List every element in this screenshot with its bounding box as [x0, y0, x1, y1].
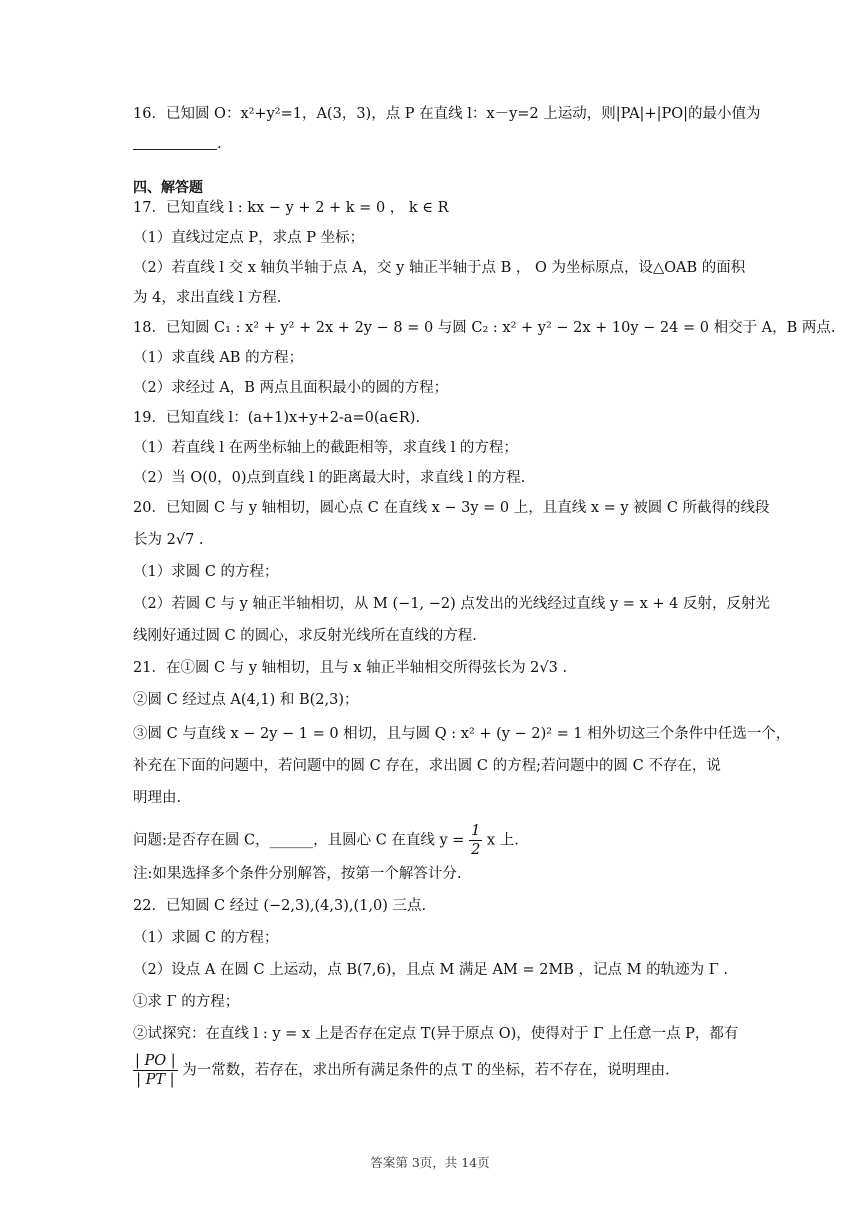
q21-line-4: 补充在下面的问题中，若问题中的圆 C 存在，求出圆 C 的方程;若问题中的圆 C 不存在，说 — [133, 758, 721, 774]
q20-line-2: 长为 2√7 . — [133, 532, 204, 548]
q21-line-5: 明理由. — [133, 790, 182, 806]
q20-line-1: 20．已知圆 C 与 y 轴相切，圆心点 C 在直线 x − 3y = 0 上，且直线 x = y 被圆 C 所截得的线段 — [133, 500, 770, 516]
q21-line-3: ③圆 C 与直线 x − 2y − 1 = 0 相切，且与圆 Q : x² + (y − 2)² = 1 相外切这三个条件中任选一个， — [133, 726, 791, 742]
q21-line-6 — [133, 822, 727, 859]
q21-line-1: 21．在①圆 C 与 y 轴相切，且与 x 轴正半轴相交所得弦长为 2√3 . — [133, 660, 568, 676]
q22-line-6 — [133, 1052, 727, 1089]
q16-period: . — [217, 136, 222, 152]
q18-line-2: （1）求直线 AB 的方程； — [133, 350, 304, 366]
q17-line-3: （2）若直线 l 交 x 轴负半轴于点 A，交 y 轴正半轴于点 B ， O 为坐标原点，设△OAB 的面积 — [133, 260, 746, 276]
q18-line-3: （2）求经过 A，B 两点且面积最小的圆的方程； — [133, 380, 449, 396]
q22-line-2: （1）求圆 C 的方程； — [133, 930, 279, 946]
q21-line-2: ②圆 C 经过点 A(4,1) 和 B(2,3)； — [133, 692, 359, 708]
fraction-numerator: 1 — [471, 823, 481, 839]
q19-line-1: 19．已知直线 l：(a+1)x+y+2-a=0(a∈R). — [133, 410, 421, 426]
q17-line-1: 17．已知直线 l : kx − y + 2 + k = 0 ， k ∈ R — [133, 200, 449, 216]
q20-line-5: 线刚好通过圆 C 的圆心，求反射光线所在直线的方程. — [133, 628, 477, 644]
q22-line-6-text: 为一常数，若存在，求出所有满足条件的点 T 的坐标，若不存在，说明理由. — [182, 1062, 670, 1079]
q18-line-1: 18．已知圆 C₁ : x² + y² + 2x + 2y − 8 = 0 与圆 C₂ : x² + y² − 2x + 10y − 24 = 0 相交于 A，B 两点. — [133, 320, 836, 336]
section-title: 四、解答题 — [133, 180, 203, 196]
q22-line-5: ②试探究：在直线 l : y = x 上是否存在定点 T(异于原点 O)，使得对于 Γ 上任意一点 P，都有 — [133, 1026, 739, 1042]
answer-blank — [133, 135, 217, 150]
q19-line-3: （2）当 O(0，0)点到直线 l 的距离最大时，求直线 l 的方程. — [133, 470, 526, 486]
q22-line-3: （2）设点 A 在圆 C 上运动，点 B(7,6)，且点 M 满足 AM = 2MB ，记点 M 的轨迹为 Γ . — [133, 962, 729, 978]
q17-line-2: （1）直线过定点 P，求点 P 坐标； — [133, 230, 365, 246]
q22-line-4: ①求 Γ 的方程； — [133, 994, 240, 1010]
q20-line-3: （1）求圆 C 的方程； — [133, 564, 279, 580]
fraction-denominator: | PT | — [136, 1072, 175, 1088]
q22-line-1: 22．已知圆 C 经过 (−2,3),(4,3),(1,0) 三点. — [133, 898, 427, 914]
fraction-numerator: | PO | — [135, 1053, 176, 1069]
fraction-one-half — [469, 822, 482, 859]
q19-line-2: （1）若直线 l 在两坐标轴上的截距相等，求直线 l 的方程； — [133, 440, 518, 456]
q17-line-4: 为 4，求出直线 l 方程. — [133, 290, 282, 306]
fraction-po-over-pt — [133, 1052, 178, 1089]
q16-line-1: 16．已知圆 O：x²+y²=1，A(3，3)，点 P 在直线 l：x－y=2 上运动，则|PA|+|PO|的最小值为 — [133, 106, 761, 122]
page-footer: 答案第 3页，共 14页 — [370, 1155, 490, 1170]
q21-note: 注:如果选择多个条件分别解答，按第一个解答计分. — [133, 866, 462, 882]
q20-line-4: （2）若圆 C 与 y 轴正半轴相切，从 M (−1, −2) 点发出的光线经过直线 y = x + 4 反射，反射光 — [133, 596, 770, 612]
q16-line-2 — [133, 134, 727, 154]
q21-question-text: 问题:是否存在圆 C，______，且圆心 C 在直线 y = — [133, 832, 465, 849]
fraction-denominator: 2 — [471, 842, 481, 858]
q21-question-end: x 上. — [486, 832, 519, 849]
